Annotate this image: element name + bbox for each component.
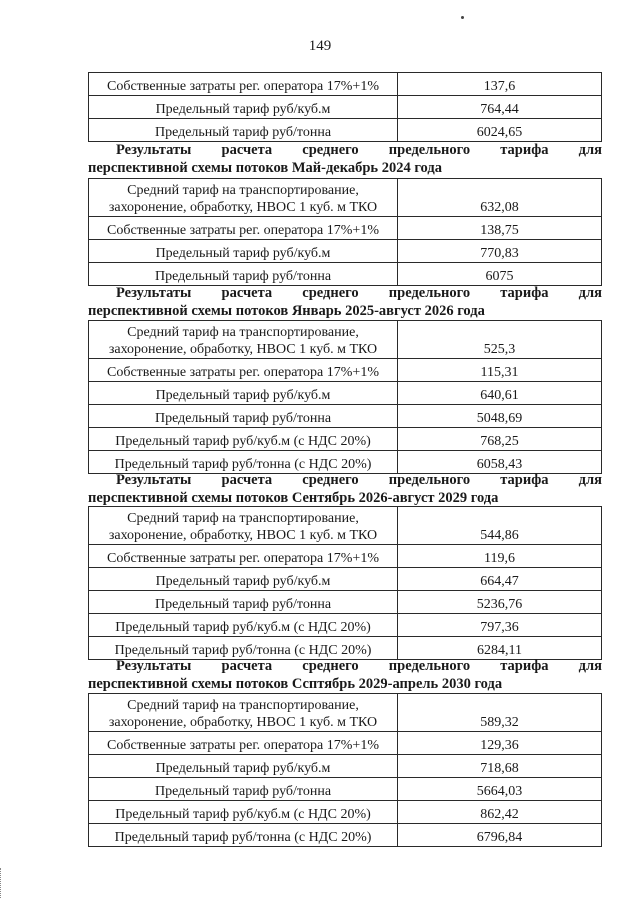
row-value: 6284,11 xyxy=(398,637,602,660)
heading-word: предельного xyxy=(388,472,471,488)
row-value: 764,44 xyxy=(398,96,602,119)
heading-line-1 xyxy=(88,657,602,675)
table-row xyxy=(89,507,602,545)
table-row xyxy=(89,263,602,286)
tariff-table-jan2025-aug2026 xyxy=(88,320,602,474)
heading-line-1 xyxy=(88,141,602,159)
row-label: Предельный тариф руб/куб.м (с НДС 20%) xyxy=(89,614,398,637)
heading-word: для xyxy=(578,142,602,158)
heading-word: предельного xyxy=(388,285,471,301)
row-value: 6024,65 xyxy=(398,119,602,142)
table-row xyxy=(89,359,602,382)
section-heading xyxy=(88,284,602,320)
heading-line-1 xyxy=(88,471,602,489)
row-value: 5236,76 xyxy=(398,591,602,614)
row-label: Предельный тариф руб/куб.м xyxy=(89,755,398,778)
section-heading xyxy=(88,657,602,693)
row-value: 718,68 xyxy=(398,755,602,778)
row-value: 6796,84 xyxy=(398,824,602,847)
heading-word: Результаты xyxy=(116,472,192,488)
row-value: 640,61 xyxy=(398,382,602,405)
heading-word: для xyxy=(578,472,602,488)
row-value: 862,42 xyxy=(398,801,602,824)
heading-line-2: перспективной схемы потоков Май-декабрь 2024 года xyxy=(88,160,442,176)
section-heading xyxy=(88,471,602,507)
heading-line-2: перспективной схемы потоков Ссптябрь 2029-апрель 2030 года xyxy=(88,676,503,692)
row-label: Предельный тариф руб/куб.м (с НДС 20%) xyxy=(89,428,398,451)
table-row xyxy=(89,73,602,96)
table-row xyxy=(89,694,602,732)
row-value: 119,6 xyxy=(398,545,602,568)
heading-word: для xyxy=(578,285,602,301)
row-label: Собственные затраты рег. оператора 17%+1% xyxy=(89,73,398,96)
row-label: Предельный тариф руб/куб.м xyxy=(89,96,398,119)
row-label: Предельный тариф руб/куб.м (с НДС 20%) xyxy=(89,801,398,824)
heading-word: тарифа xyxy=(500,658,549,674)
row-label: Собственные затраты рег. оператора 17%+1% xyxy=(89,545,398,568)
table-row xyxy=(89,179,602,217)
heading-line-1 xyxy=(88,284,602,302)
heading-word: Результаты xyxy=(116,142,192,158)
heading-word: тарифа xyxy=(500,142,549,158)
row-value: 6075 xyxy=(398,263,602,286)
table-row xyxy=(89,119,602,142)
heading-word: среднего xyxy=(302,142,359,158)
row-value: 5664,03 xyxy=(398,778,602,801)
heading-word: тарифа xyxy=(500,472,549,488)
table-row xyxy=(89,824,602,847)
row-label: Предельный тариф руб/куб.м xyxy=(89,240,398,263)
table-row xyxy=(89,568,602,591)
row-label: Предельный тариф руб/куб.м xyxy=(89,382,398,405)
row-label: Предельный тариф руб/тонна (с НДС 20%) xyxy=(89,451,398,474)
tariff-table-sep2029-apr2030 xyxy=(88,693,602,847)
heading-word: тарифа xyxy=(500,285,549,301)
table-row xyxy=(89,321,602,359)
scan-speck xyxy=(461,16,464,19)
row-label: Средний тариф на транспортирование, захоронение, обработку, НВОС 1 куб. м ТКО xyxy=(89,694,398,732)
table-row xyxy=(89,755,602,778)
row-value: 544,86 xyxy=(398,507,602,545)
tariff-table-may-dec-2024 xyxy=(88,178,602,286)
row-value: 768,25 xyxy=(398,428,602,451)
row-label: Предельный тариф руб/тонна xyxy=(89,405,398,428)
row-value: 664,47 xyxy=(398,568,602,591)
row-label: Предельный тариф руб/тонна xyxy=(89,263,398,286)
table-row xyxy=(89,405,602,428)
table-row xyxy=(89,778,602,801)
table-row xyxy=(89,591,602,614)
heading-word: расчета xyxy=(221,285,273,301)
table-row xyxy=(89,382,602,405)
heading-line-2: перспективной схемы потоков Январь 2025-август 2026 года xyxy=(88,303,485,319)
row-label: Собственные затраты рег. оператора 17%+1% xyxy=(89,732,398,755)
row-value: 137,6 xyxy=(398,73,602,96)
row-label: Собственные затраты рег. оператора 17%+1% xyxy=(89,359,398,382)
heading-line-2: перспективной схемы потоков Сентябрь 2026-август 2029 года xyxy=(88,490,499,506)
heading-word: среднего xyxy=(302,472,359,488)
table-row xyxy=(89,217,602,240)
row-value: 5048,69 xyxy=(398,405,602,428)
scan-edge-mark xyxy=(0,868,4,898)
heading-word: среднего xyxy=(302,658,359,674)
table-row xyxy=(89,801,602,824)
row-label: Средний тариф на транспортирование, захоронение, обработку, НВОС 1 куб. м ТКО xyxy=(89,321,398,359)
row-value: 6058,43 xyxy=(398,451,602,474)
tariff-table-sep2026-aug2029 xyxy=(88,506,602,660)
heading-word: расчета xyxy=(221,142,273,158)
row-value: 632,08 xyxy=(398,179,602,217)
section-heading xyxy=(88,141,602,177)
table-row xyxy=(89,614,602,637)
row-value: 129,36 xyxy=(398,732,602,755)
row-label: Предельный тариф руб/тонна xyxy=(89,778,398,801)
row-value: 115,31 xyxy=(398,359,602,382)
row-label: Предельный тариф руб/тонна (с НДС 20%) xyxy=(89,824,398,847)
heading-word: среднего xyxy=(302,285,359,301)
table-row xyxy=(89,96,602,119)
row-label: Собственные затраты рег. оператора 17%+1% xyxy=(89,217,398,240)
heading-word: для xyxy=(578,658,602,674)
heading-word: Результаты xyxy=(116,285,192,301)
page-number: 149 xyxy=(308,38,332,54)
row-label: Средний тариф на транспортирование, захоронение, обработку, НВОС 1 куб. м ТКО xyxy=(89,179,398,217)
heading-word: Результаты xyxy=(116,658,192,674)
row-label: Предельный тариф руб/тонна xyxy=(89,591,398,614)
row-label: Предельный тариф руб/тонна xyxy=(89,119,398,142)
table-row xyxy=(89,428,602,451)
row-value: 770,83 xyxy=(398,240,602,263)
table-row xyxy=(89,732,602,755)
row-label: Предельный тариф руб/куб.м xyxy=(89,568,398,591)
table-row xyxy=(89,545,602,568)
heading-word: предельного xyxy=(388,658,471,674)
tariff-table-continued xyxy=(88,72,602,142)
heading-word: расчета xyxy=(221,658,273,674)
row-value: 589,32 xyxy=(398,694,602,732)
row-value: 138,75 xyxy=(398,217,602,240)
table-row xyxy=(89,240,602,263)
row-label: Средний тариф на транспортирование, захоронение, обработку, НВОС 1 куб. м ТКО xyxy=(89,507,398,545)
row-value: 797,36 xyxy=(398,614,602,637)
heading-word: предельного xyxy=(388,142,471,158)
heading-word: расчета xyxy=(221,472,273,488)
row-label: Предельный тариф руб/тонна (с НДС 20%) xyxy=(89,637,398,660)
row-value: 525,3 xyxy=(398,321,602,359)
